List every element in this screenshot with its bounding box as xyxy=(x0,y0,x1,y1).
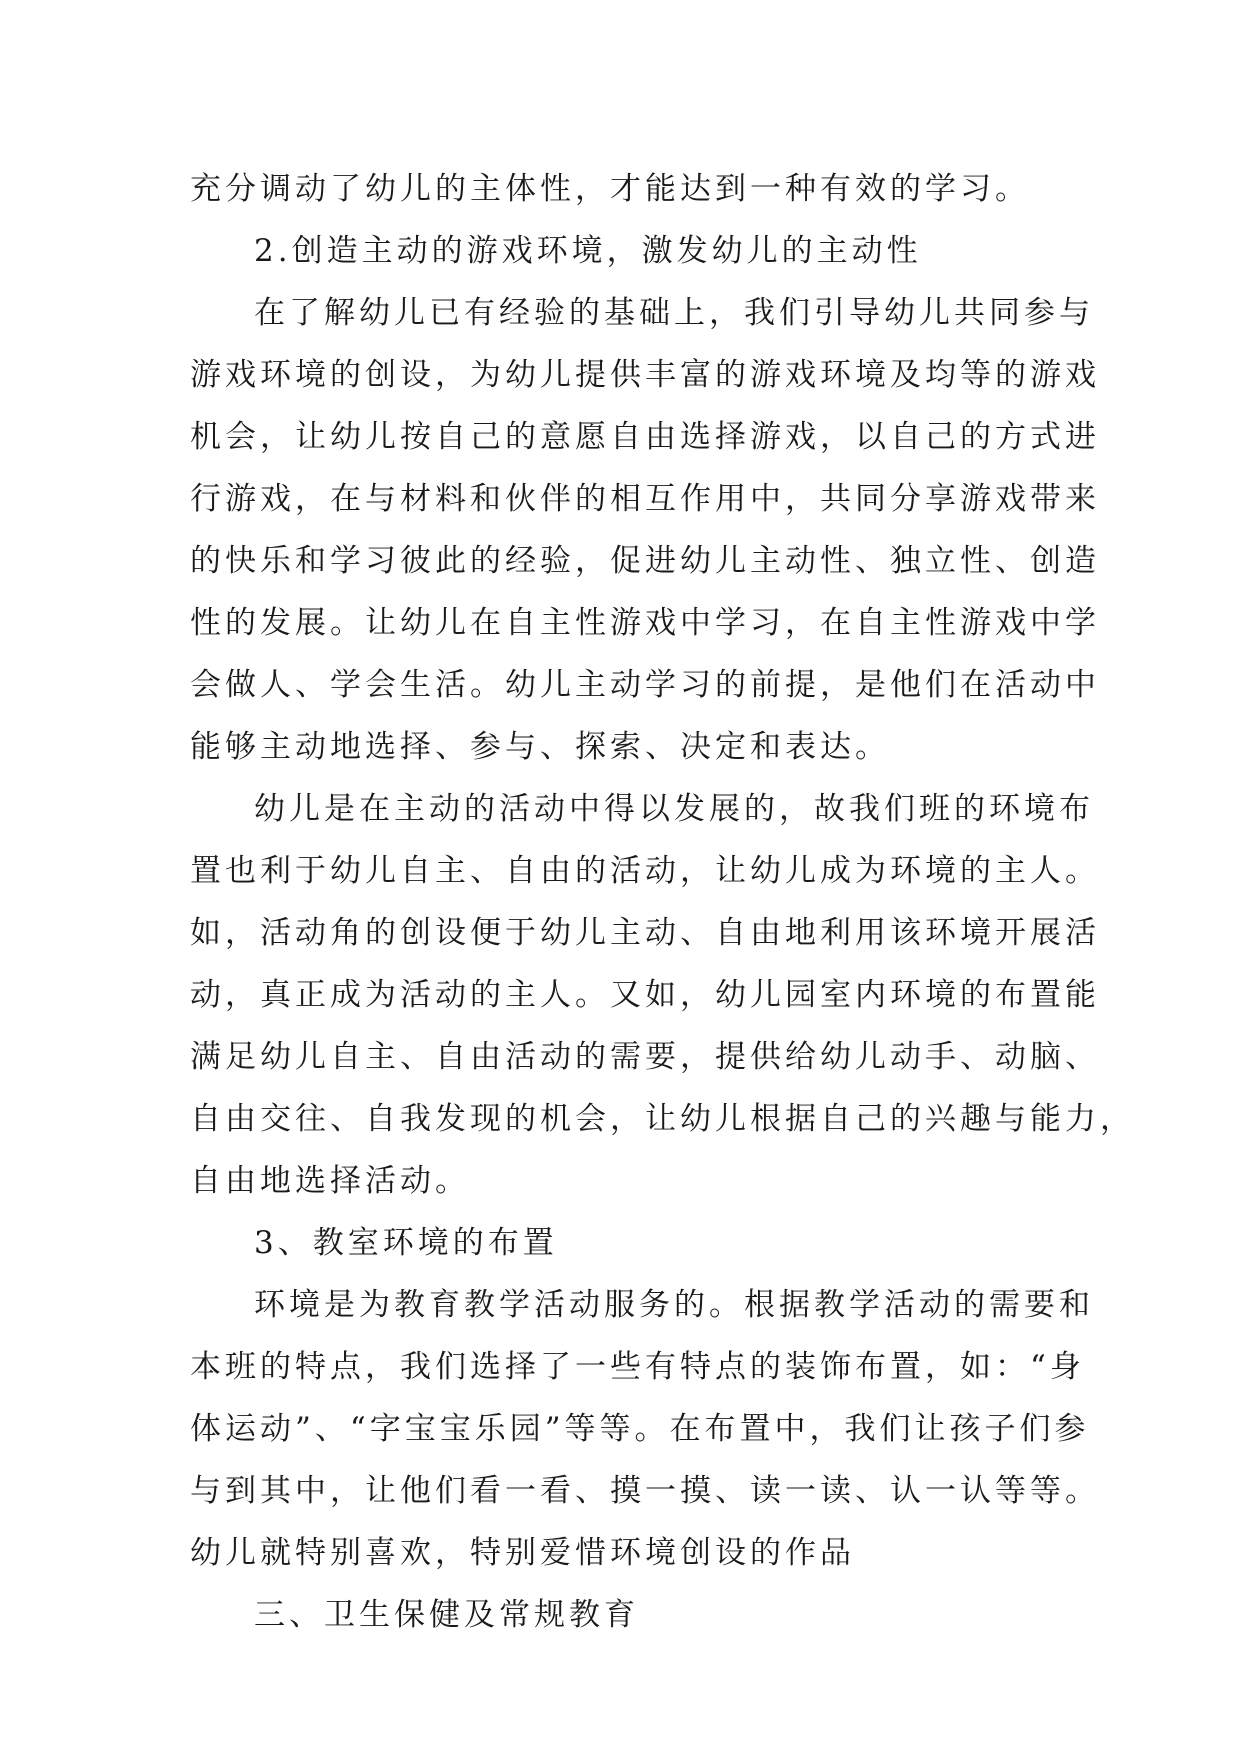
text-line: 的快乐和学习彼此的经验，促进幼儿主动性、独立性、创造 xyxy=(190,543,1100,579)
text-line: 与到其中，让他们看一看、摸一摸、读一读、认一认等等。 xyxy=(190,1473,1100,1509)
document-body xyxy=(190,158,1135,1646)
text-line: 自由地选择活动。 xyxy=(190,1163,470,1199)
text-line: 行游戏，在与材料和伙伴的相互作用中，共同分享游戏带来 xyxy=(190,481,1100,517)
text-line: 能够主动地选择、参与、探索、决定和表达。 xyxy=(190,729,890,765)
text-line: 游戏环境的创设，为幼儿提供丰富的游戏环境及均等的游戏 xyxy=(190,357,1100,393)
text-line: 环境是为教育教学活动服务的。根据教学活动的需要和 xyxy=(254,1287,1094,1323)
text-line: 幼儿就特别喜欢，特别爱惜环境创设的作品 xyxy=(190,1535,855,1571)
text-line: 性的发展。让幼儿在自主性游戏中学习，在自主性游戏中学 xyxy=(190,605,1100,641)
section-heading: 3、教室环境的布置 xyxy=(254,1225,558,1261)
text-line: 本班的特点，我们选择了一些有特点的装饰布置，如：“身 xyxy=(190,1349,1085,1385)
section-heading: 2.创造主动的游戏环境，激发幼儿的主动性 xyxy=(254,233,922,269)
text-line: 自由交往、自我发现的机会，让幼儿根据自己的兴趣与能力， xyxy=(190,1101,1135,1137)
text-line: 会做人、学会生活。幼儿主动学习的前提，是他们在活动中 xyxy=(190,667,1100,703)
text-line: 满足幼儿自主、自由活动的需要，提供给幼儿动手、动脑、 xyxy=(190,1039,1100,1075)
section-heading: 三、卫生保健及常规教育 xyxy=(254,1597,639,1633)
text-line: 在了解幼儿已有经验的基础上，我们引导幼儿共同参与 xyxy=(254,295,1094,331)
text-line: 体运动”、“字宝宝乐园”等等。在布置中，我们让孩子们参 xyxy=(190,1411,1090,1447)
text-line: 机会，让幼儿按自己的意愿自由选择游戏，以自己的方式进 xyxy=(190,419,1100,455)
text-line: 充分调动了幼儿的主体性，才能达到一种有效的学习。 xyxy=(190,171,1030,207)
text-line: 幼儿是在主动的活动中得以发展的，故我们班的环境布 xyxy=(254,791,1094,827)
text-line: 动，真正成为活动的主人。又如，幼儿园室内环境的布置能 xyxy=(190,977,1100,1013)
text-line: 如，活动角的创设便于幼儿主动、自由地利用该环境开展活 xyxy=(190,915,1100,951)
text-line: 置也利于幼儿自主、自由的活动，让幼儿成为环境的主人。 xyxy=(190,853,1100,889)
